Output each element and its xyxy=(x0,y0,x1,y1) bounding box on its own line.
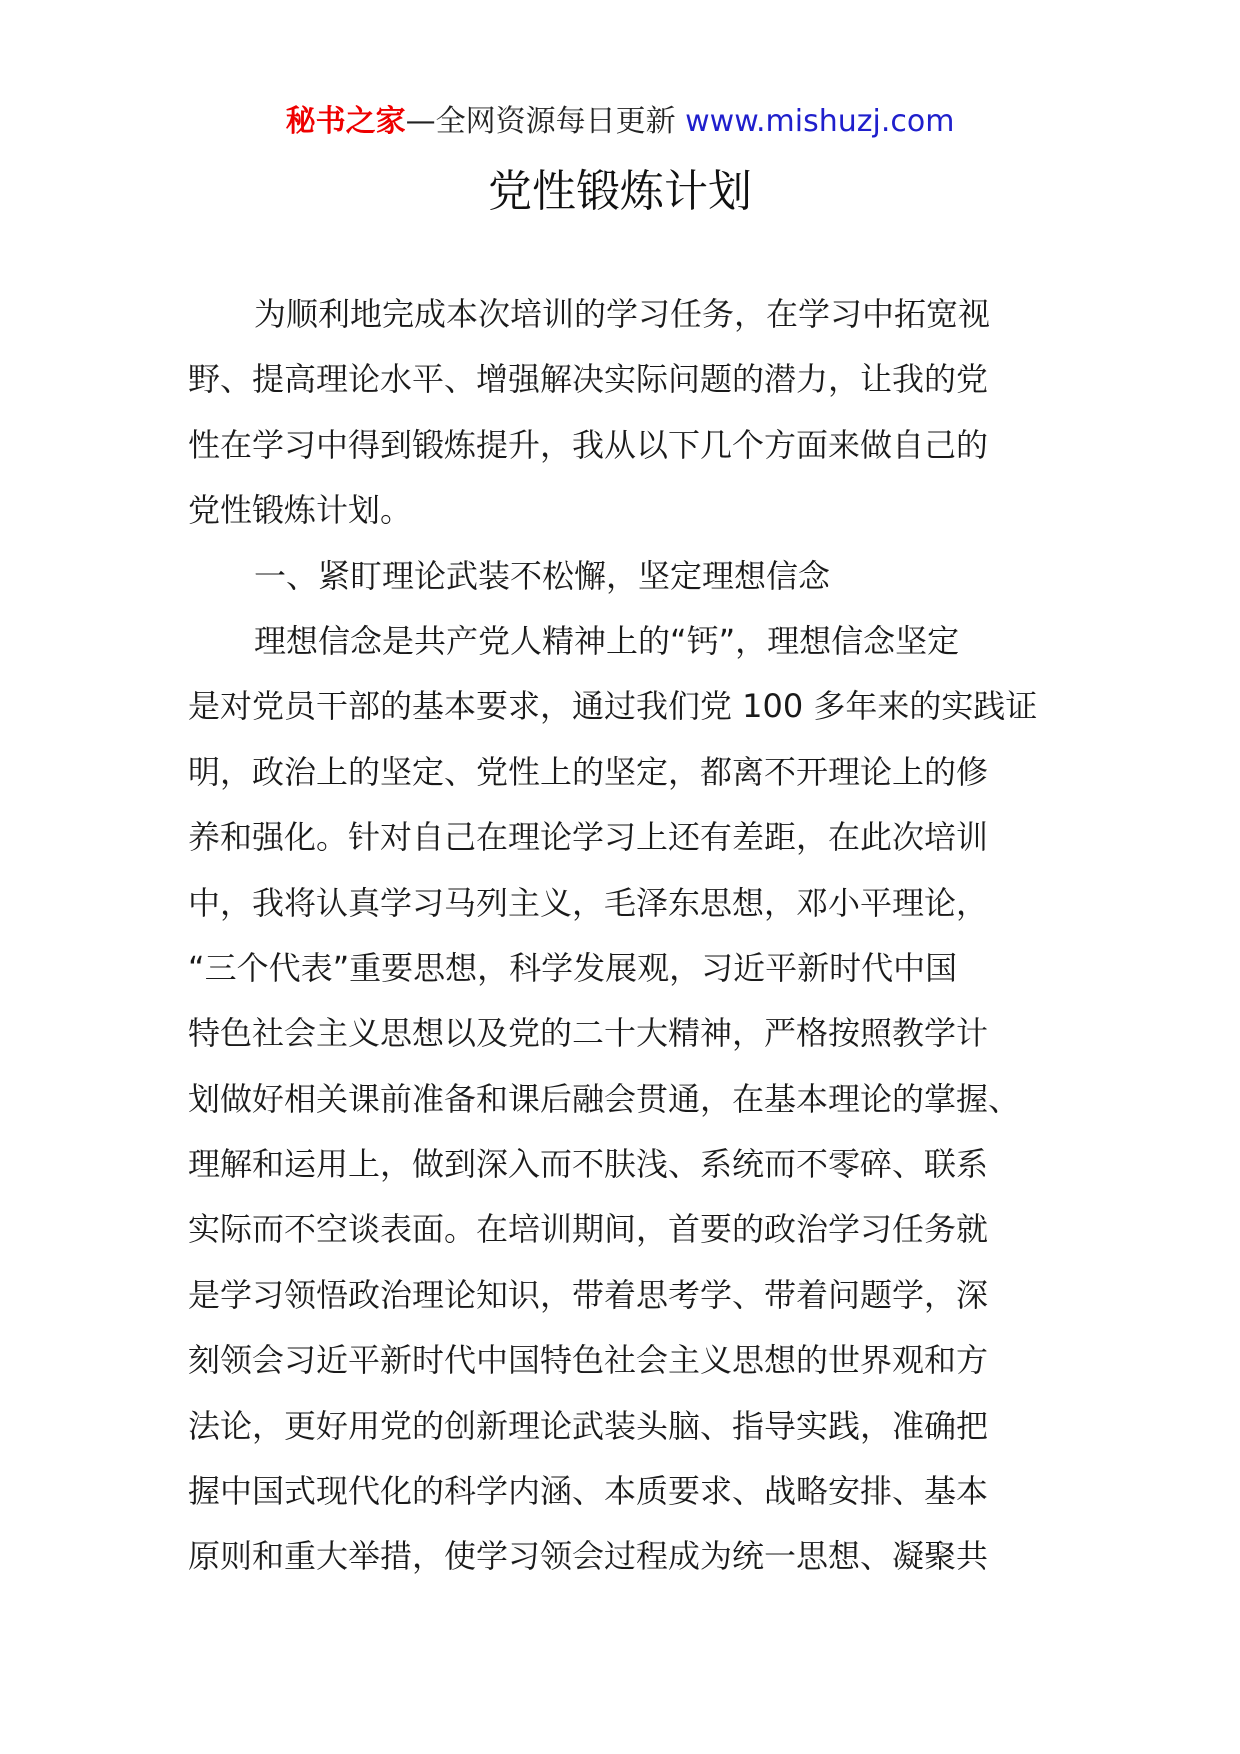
paragraph-2-line-11: 是学习领悟政治理论知识，带着思考学、带着问题学，深 xyxy=(188,1275,989,1314)
paragraph-2-line-4: 养和强化。针对自己在理论学习上还有差距，在此次培训 xyxy=(188,818,989,857)
banner-tagline: —全网资源每日更新 xyxy=(405,104,676,139)
paragraph-2-line-8: 划做好相关课前准备和课后融会贯通，在基本理论的掌握、 xyxy=(188,1079,1021,1118)
paragraph-2-line-3: 明，政治上的坚定、党性上的坚定，都离不开理论上的修 xyxy=(188,752,989,791)
paragraph-2-line-15: 原则和重大举措，使学习领会过程成为统一思想、凝聚共 xyxy=(188,1537,989,1576)
paragraph-2-line-1: 理想信念是共产党人精神上的“钙”，理想信念坚定 xyxy=(254,621,960,660)
paragraph-1-line-2: 野、提高理论水平、增强解决实际问题的潜力，让我的党 xyxy=(188,360,989,399)
paragraph-2-line-9: 理解和运用上，做到深入而不肤浅、系统而不零碎、联系 xyxy=(188,1145,989,1184)
brand-name: 秘书之家 xyxy=(285,104,406,139)
document-title: 党性锻炼计划 xyxy=(488,166,752,217)
paragraph-2-line-5: 中，我将认真学习马列主义，毛泽东思想，邓小平理论， xyxy=(188,883,989,922)
document-body xyxy=(188,294,1056,1602)
paragraph-1-line-4: 党性锻炼计划。 xyxy=(188,491,413,530)
paragraph-1-line-3: 性在学习中得到锻炼提升，我从以下几个方面来做自己的 xyxy=(188,425,989,464)
paragraph-2-line-2: 是对党员干部的基本要求，通过我们党 100 多年来的实践证 xyxy=(188,687,1038,726)
paragraph-2-line-14: 握中国式现代化的科学内涵、本质要求、战略安排、基本 xyxy=(188,1472,989,1511)
site-url-link[interactable]: www.mishuzj.com xyxy=(685,104,955,139)
paragraph-2-line-6: “三个代表”重要思想，科学发展观，习近平新时代中国 xyxy=(188,948,958,987)
paragraph-2-line-10: 实际而不空谈表面。在培训期间，首要的政治学习任务就 xyxy=(188,1210,989,1249)
site-banner xyxy=(0,102,1240,142)
paragraph-1-line-1: 为顺利地完成本次培训的学习任务，在学习中拓宽视 xyxy=(254,295,991,333)
paragraph-2-line-7: 特色社会主义思想以及党的二十大精神，严格按照教学计 xyxy=(188,1014,989,1053)
paragraph-2-line-12: 刻领会习近平新时代中国特色社会主义思想的世界观和方 xyxy=(188,1341,989,1380)
section-heading-1: 一、紧盯理论武装不松懈，坚定理想信念 xyxy=(254,556,831,595)
paragraph-2-line-13: 法论，更好用党的创新理论武装头脑、指导实践，准确把 xyxy=(188,1406,989,1445)
